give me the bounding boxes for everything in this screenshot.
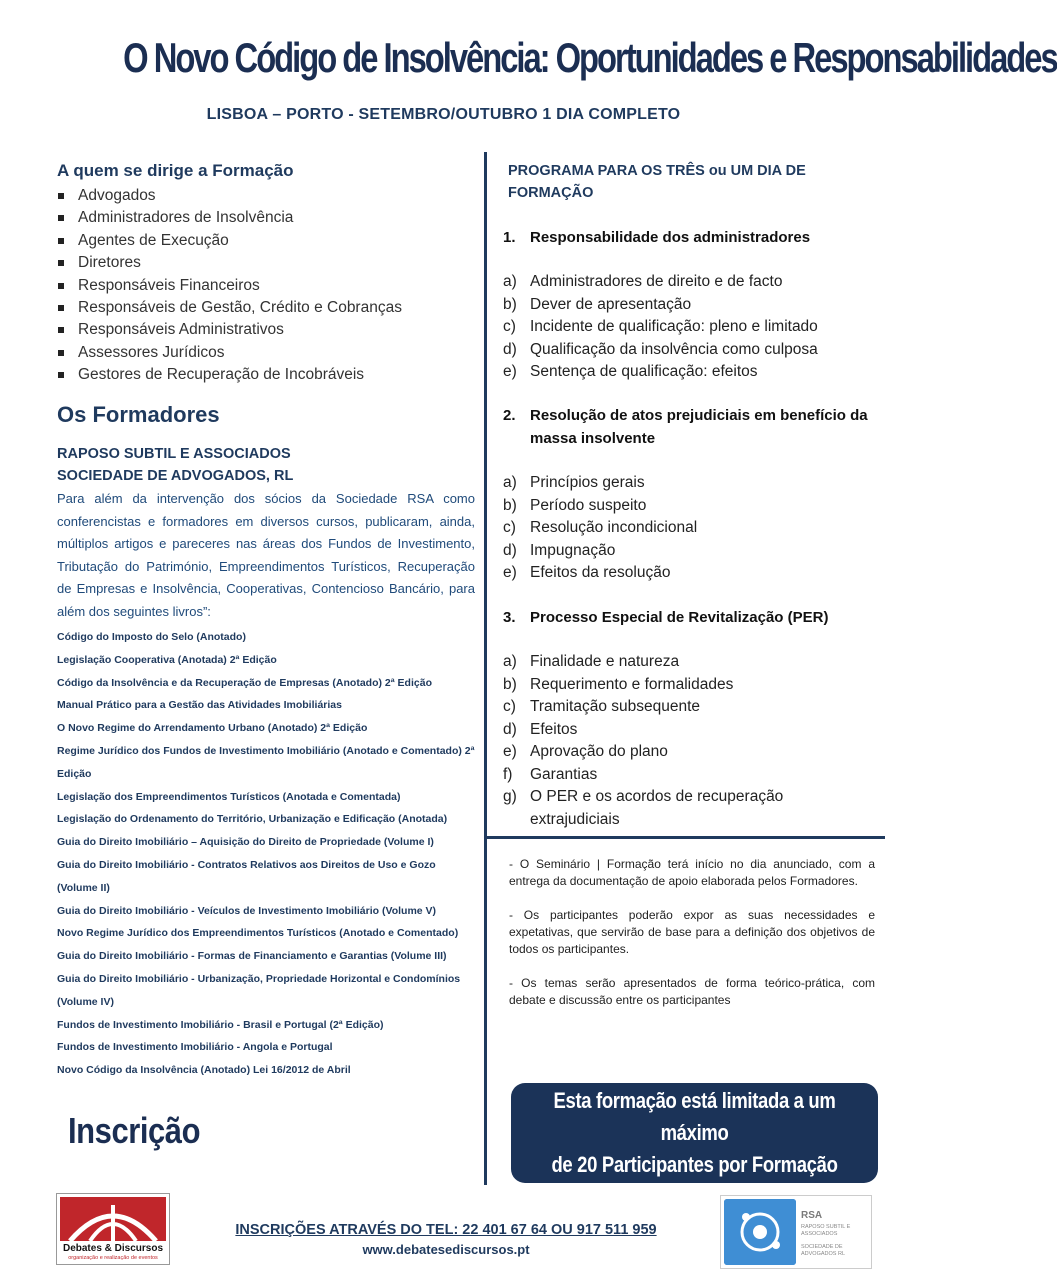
list-item: b) Dever de apresentação [503, 295, 692, 313]
books-list [57, 626, 477, 1082]
list-item: Gestores de Recuperação de Incobráveis [57, 364, 402, 386]
logo-emblem-icon [60, 1197, 166, 1241]
list-item: Código do Imposto do Selo (Anotado) [57, 631, 246, 643]
bullet-icon [58, 283, 64, 289]
list-item: c) Incidente de qualificação: pleno e limitado [503, 318, 818, 335]
list-item: Responsáveis de Gestão, Crédito e Cobranças [57, 297, 402, 319]
program-heading: PROGRAMA PARA OS TRÊS ou UM DIA DE FORMAÇÃO [508, 163, 806, 201]
list-item: c) Tramitação subsequente [503, 698, 701, 715]
bullet-icon [58, 215, 64, 221]
list-item: Manual Prático para a Gestão das Atividades Imobiliárias [57, 699, 342, 712]
list-item: Legislação do Ordenamento do Território, Urbanização e Edificação (Anotada) [57, 813, 448, 826]
bullet-icon [58, 260, 64, 266]
section-title-3: 3. Processo Especial de Revitalização (PER) [503, 609, 829, 626]
bullet-icon [58, 372, 64, 378]
list-item: Legislação Cooperativa (Anotada) 2ª Edição [57, 653, 277, 666]
page-subtitle: LISBOA – PORTO - SETEMBRO/OUTUBRO 1 DIA COMPLETO [206, 106, 681, 123]
bullet-icon [58, 193, 64, 199]
section-title-1: 1. Responsabilidade dos administradores [503, 229, 811, 246]
list-item: Fundos de Investimento Imobiliário - Brasil e Portugal (2ª Edição) [57, 1018, 384, 1031]
list-item: Novo Regime Jurídico dos Empreendimentos Turísticos (Anotado e Comentado) [57, 927, 459, 940]
list-item: d) Qualificação da insolvência como culposa [503, 340, 818, 358]
rsa-logo: RSA RAPOSO SUBTIL E ASSOCIADOS SOCIEDADE DE ADVOGADOS RL [720, 1195, 872, 1269]
rsa-emblem-icon [724, 1199, 796, 1265]
list-item: c) Resolução incondicional [503, 519, 698, 536]
list-item: Assessores Jurídicos [57, 342, 402, 364]
list-item: Diretores [57, 252, 402, 274]
note-item: - Os temas serão apresentados de forma teórico-prática, com debate e discussão entre os participantes [509, 976, 875, 1007]
column-divider [484, 152, 487, 1185]
list-item: f) Garantias [503, 765, 598, 783]
list-item: Código da Insolvência e da Recuperação de Empresas (Anotado) 2ª Edição [57, 676, 432, 689]
list-item: Responsáveis Administrativos [57, 319, 402, 341]
audience-heading: A quem se dirige a Formação [57, 161, 294, 180]
list-item: e) Sentença de qualificação: efeitos [503, 363, 758, 380]
phone-link[interactable]: INSCRIÇÕES ATRAVÉS DO TEL: 22 401 67 64 OU 917 511 959 [235, 1222, 657, 1238]
trainers-intro: Para além da intervenção dos sócios da Sociedade RSA como conferencistas e formadores em diversos cursos, publicaram, ainda, múltiplos artigos e pareceres nas áreas dos Fundos de Investimento, Tributação do Património, Empreendimentos Turísticos, Recuperação de Empresas e Insolvência, Cooperativas, Contencioso Bancário, para além dos seguintes livros”: [57, 491, 475, 619]
list-item: d) Efeitos [503, 720, 578, 738]
bullet-icon [58, 238, 64, 244]
audience-list [57, 185, 402, 387]
bullet-icon [58, 305, 64, 311]
firm-name: RAPOSO SUBTIL E ASSOCIADOS SOCIEDADE DE ADVOGADOS, RL [57, 446, 294, 484]
list-item: Regime Jurídico dos Fundos de Investimento Imobiliário (Anotado e Comentado) 2ª Edição [57, 744, 475, 780]
list-item: Legislação dos Empreendimentos Turísticos (Anotada e Comentada) [57, 790, 401, 803]
website-link[interactable]: www.debatesediscursos.pt [362, 1242, 530, 1257]
trainers-heading: Os Formadores [57, 402, 220, 427]
registration-heading: Inscrição [68, 1110, 201, 1151]
list-item: a) Administradores de direito e de facto [503, 273, 783, 290]
list-item: Guia do Direito Imobiliário - Contratos Relativos aos Direitos de Uso e Gozo (Volume II) [57, 858, 436, 894]
list-item: Guia do Direito Imobiliário - Formas de Financiamento e Garantias (Volume III) [57, 950, 447, 963]
list-item: Guia do Direito Imobiliário - Veículos de Investimento Imobiliário (Volume V) [57, 904, 437, 917]
list-item: Responsáveis Financeiros [57, 275, 402, 297]
page-title: O Novo Código de Insolvência: Oportunidades e Responsabilidades [123, 34, 1057, 81]
section-items-1 [503, 271, 818, 384]
list-item: a) Princípios gerais [503, 474, 645, 491]
section-items-2 [503, 472, 697, 585]
list-item: a) Finalidade e natureza [503, 653, 680, 670]
bullet-icon [58, 350, 64, 356]
note-item: - O Seminário | Formação terá início no dia anunciado, com a entrega da documentação de apoio elaborada pelos Formadores. [509, 857, 875, 888]
list-item: Administradores de Insolvência [57, 207, 402, 229]
participant-limit-banner: Esta formação está limitada a um máximo de 20 Participantes por Formação [511, 1083, 878, 1183]
note-item: - Os participantes poderão expor as suas necessidades e expetativas, que servirão de base para a definição dos objetivos de todos os participantes. [509, 908, 875, 956]
list-item: Guia do Direito Imobiliário - Urbanização, Propriedade Horizontal e Condomínios (Volume IV) [57, 972, 461, 1008]
list-item: b) Requerimento e formalidades [503, 675, 734, 693]
list-item: Advogados [57, 185, 402, 207]
list-item: d) Impugnação [503, 541, 616, 559]
section-title-2: 2. Resolução de atos prejudiciais em benefício da massa insolvente [503, 407, 868, 447]
list-item: Novo Código da Insolvência (Anotado) Lei 16/2012 de Abril [57, 1064, 351, 1077]
list-item: e) Aprovação do plano [503, 743, 668, 760]
notes-block [509, 856, 875, 1026]
list-item: Agentes de Execução [57, 230, 402, 252]
bullet-icon [58, 327, 64, 333]
list-item: O Novo Regime do Arrendamento Urbano (Anotado) 2ª Edição [57, 722, 368, 735]
list-item: Guia do Direito Imobiliário – Aquisição do Direito de Propriedade (Volume I) [57, 836, 434, 849]
list-item: Fundos de Investimento Imobiliário - Angola e Portugal [57, 1041, 333, 1054]
section-items-3 [503, 651, 830, 831]
debates-discursos-logo: Debates & Discursos organização e realização de eventos [56, 1193, 170, 1265]
program-divider [487, 836, 885, 839]
list-item: e) Efeitos da resolução [503, 564, 671, 581]
list-item: b) Período suspeito [503, 496, 647, 514]
list-item: g) O PER e os acordos de recuperação extrajudiciais [503, 788, 784, 828]
contact-block [210, 1220, 682, 1260]
